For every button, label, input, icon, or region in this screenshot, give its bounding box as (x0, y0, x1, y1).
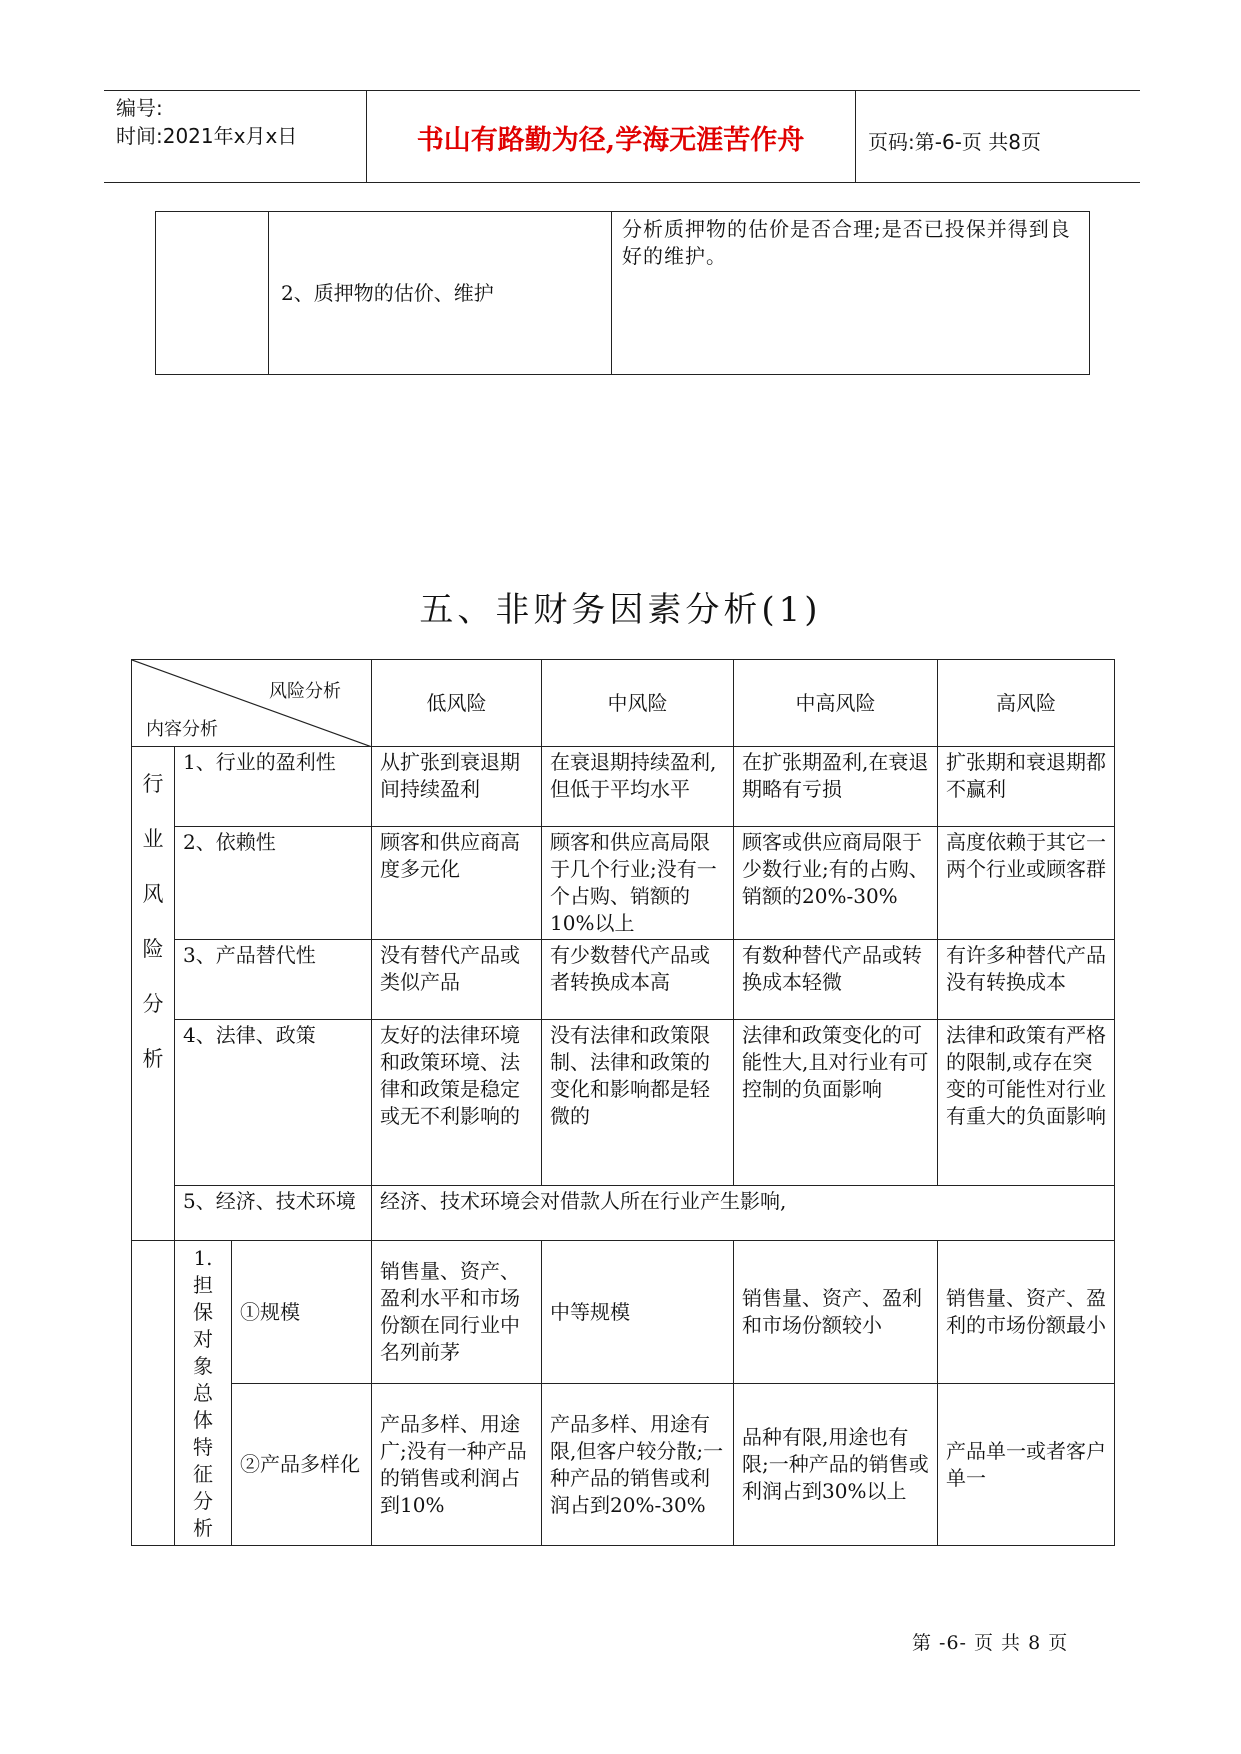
cell-medium-high: 顾客或供应商局限于少数行业;有的占购、销额的20%-30% (734, 827, 938, 940)
table-row (132, 1020, 1115, 1186)
merged-cell: 经济、技术环境会对借款人所在行业产生影响, (372, 1186, 1115, 1241)
header-page-label: 页码:第-6-页 共8页 (868, 130, 1041, 154)
header-code-label: 编号: (116, 96, 163, 120)
cell-low: 从扩张到衰退期间持续盈利 (372, 747, 542, 827)
diag-risk-label: 风险分析 (269, 681, 342, 702)
cell-medium: 有少数替代产品或者转换成本高 (542, 940, 734, 1020)
row-label: ①规模 (232, 1241, 372, 1384)
cell-medium: 没有法律和政策限制、法律和政策的变化和影响都是轻微的 (542, 1020, 734, 1186)
table-row (132, 1384, 1115, 1546)
subgroup-char: 1. (193, 1246, 213, 1270)
collateral-description: 分析质押物的估价是否合理;是否已投保并得到良好的维护。 (612, 212, 1090, 375)
cell-high: 有许多种替代产品没有转换成本 (938, 940, 1115, 1020)
subgroup-char: 分 (193, 1489, 213, 1513)
row-label: ②产品多样化 (232, 1384, 372, 1546)
cell-low: 顾客和供应商高度多元化 (372, 827, 542, 940)
row-label: 5、经济、技术环境 (175, 1186, 372, 1241)
table-row (156, 212, 1090, 375)
cell-low: 友好的法律环境和政策环境、法律和政策是稳定或无不利影响的 (372, 1020, 542, 1186)
diagonal-header-cell (132, 660, 372, 747)
table-row (132, 940, 1115, 1020)
subgroup-char: 对 (193, 1327, 213, 1351)
cell-medium: 产品多样、用途有限,但客户较分散;一种产品的销售或利润占到20%-30% (542, 1384, 734, 1546)
diag-content-label: 内容分析 (146, 719, 218, 740)
cell-low: 没有替代产品或类似产品 (372, 940, 542, 1020)
empty-cell (132, 1241, 175, 1546)
column-header-low: 低风险 (372, 660, 542, 747)
subgroup-char: 保 (193, 1300, 213, 1324)
cell-medium-high: 在扩张期盈利,在衰退期略有亏损 (734, 747, 938, 827)
cell-high: 扩张期和衰退期都不赢利 (938, 747, 1115, 827)
collateral-item: 2、质押物的估价、维护 (269, 212, 612, 375)
category-char: 行 (142, 772, 164, 796)
row-label: 2、依赖性 (175, 827, 372, 940)
row-label: 1、行业的盈利性 (175, 747, 372, 827)
subgroup-char: 总 (193, 1381, 213, 1405)
header-motto: 书山有路勤为径,学海无涯苦作舟 (416, 125, 805, 156)
guarantee-subgroup-label (175, 1241, 232, 1546)
table-row (132, 1241, 1115, 1384)
header-row (132, 660, 1115, 747)
risk-analysis-table (131, 659, 1115, 1546)
header-top-rule (104, 90, 1140, 91)
category-char: 业 (142, 827, 164, 851)
cell-high: 产品单一或者客户单一 (938, 1384, 1115, 1546)
category-char: 险 (142, 937, 164, 961)
table-row (132, 747, 1115, 827)
column-header-medium-high: 中高风险 (734, 660, 938, 747)
header-bottom-rule (104, 182, 1140, 183)
row-label: 4、法律、政策 (175, 1020, 372, 1186)
table-row (132, 1186, 1115, 1241)
table-row (132, 827, 1115, 940)
industry-risk-category (132, 747, 175, 1241)
column-header-high: 高风险 (938, 660, 1115, 747)
section-title: 五、非财务因素分析(1) (419, 590, 822, 630)
empty-cell (156, 212, 269, 375)
collateral-table (155, 211, 1090, 375)
subgroup-char: 体 (193, 1408, 213, 1432)
page-footer: 第 -6- 页 共 8 页 (912, 1632, 1069, 1654)
cell-high: 法律和政策有严格的限制,或存在突变的可能性对行业有重大的负面影响 (938, 1020, 1115, 1186)
cell-high: 高度依赖于其它一两个行业或顾客群 (938, 827, 1115, 940)
cell-low: 销售量、资产、盈利水平和市场份额在同行业中名列前茅 (372, 1241, 542, 1384)
subgroup-char: 析 (193, 1516, 213, 1540)
subgroup-char: 担 (193, 1273, 213, 1297)
column-header-medium: 中风险 (542, 660, 734, 747)
subgroup-char: 征 (193, 1462, 213, 1486)
cell-medium-high: 品种有限,用途也有限;一种产品的销售或利润占到30%以上 (734, 1384, 938, 1546)
category-char: 风 (142, 882, 164, 906)
header-divider-right (855, 90, 856, 182)
subgroup-char: 象 (193, 1354, 213, 1378)
row-label: 3、产品替代性 (175, 940, 372, 1020)
cell-medium-high: 法律和政策变化的可能性大,且对行业有可控制的负面影响 (734, 1020, 938, 1186)
subgroup-char: 特 (193, 1435, 213, 1459)
cell-high: 销售量、资产、盈利的市场份额最小 (938, 1241, 1115, 1384)
cell-medium: 顾客和供应高局限于几个行业;没有一个占购、销额的10%以上 (542, 827, 734, 940)
cell-medium-high: 有数种替代产品或转换成本轻微 (734, 940, 938, 1020)
cell-low: 产品多样、用途广;没有一种产品的销售或利润占到10% (372, 1384, 542, 1546)
header-time-label: 时间:2021年x月x日 (116, 124, 298, 148)
cell-medium-high: 销售量、资产、盈利和市场份额较小 (734, 1241, 938, 1384)
category-char: 析 (142, 1047, 164, 1071)
cell-medium: 在衰退期持续盈利,但低于平均水平 (542, 747, 734, 827)
cell-medium: 中等规模 (542, 1241, 734, 1384)
category-char: 分 (142, 992, 164, 1016)
